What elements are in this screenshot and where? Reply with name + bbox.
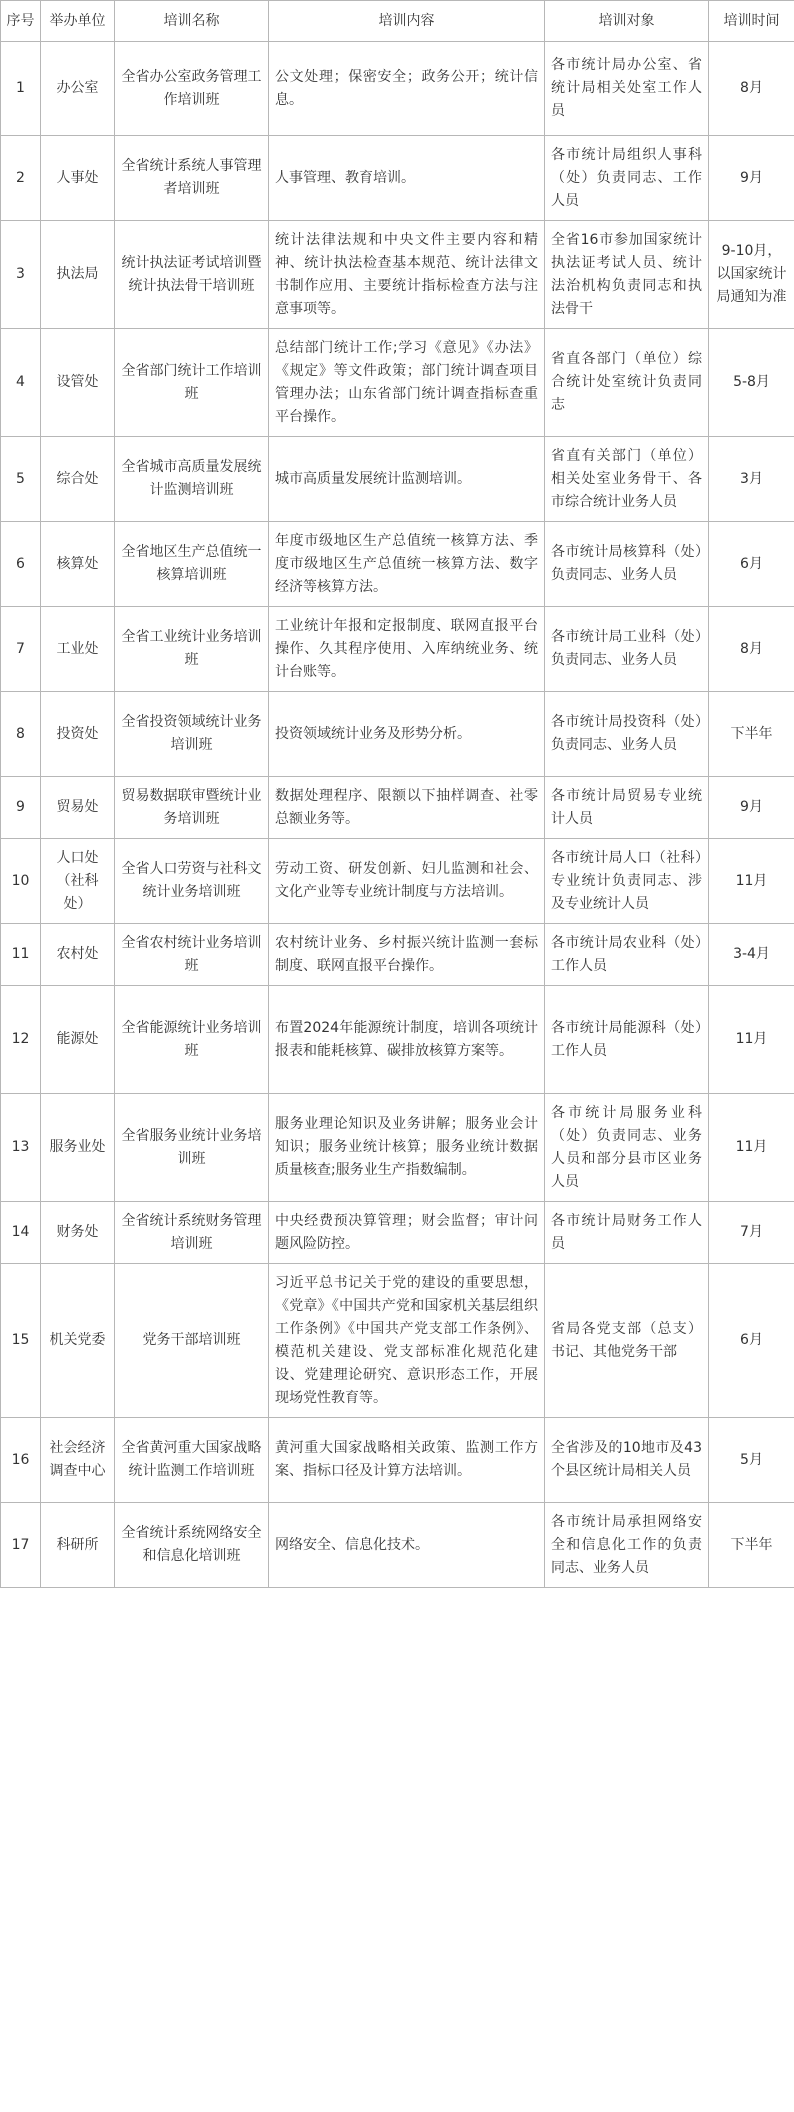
cell-unit: 农村处: [41, 924, 115, 986]
cell-name: 全省统计系统人事管理者培训班: [115, 136, 269, 221]
cell-unit: 办公室: [41, 42, 115, 136]
cell-unit: 机关党委: [41, 1264, 115, 1418]
table-row: [1, 777, 794, 839]
table-row: [1, 136, 794, 221]
cell-content: 工业统计年报和定报制度、联网直报平台操作、久其程序使用、入库纳统业务、统计台账等。: [269, 607, 545, 692]
cell-target: 省直有关部门（单位）相关处室业务骨干、各市综合统计业务人员: [545, 437, 709, 522]
cell-target: 各市统计局能源科（处）工作人员: [545, 986, 709, 1094]
cell-content: 服务业理论知识及业务讲解；服务业会计知识；服务业统计核算；服务业统计数据质量核查;服务业生产指数编制。: [269, 1094, 545, 1202]
cell-content: 农村统计业务、乡村振兴统计监测一套标制度、联网直报平台操作。: [269, 924, 545, 986]
cell-target: 各市统计局贸易专业统计人员: [545, 777, 709, 839]
cell-unit: 人事处: [41, 136, 115, 221]
table-row: [1, 924, 794, 986]
table-body: [1, 42, 794, 1588]
cell-no: 17: [1, 1503, 41, 1588]
cell-unit: 设管处: [41, 329, 115, 437]
cell-time: 下半年: [709, 1503, 794, 1588]
cell-target: 省局各党支部（总支）书记、其他党务干部: [545, 1264, 709, 1418]
header-row: [1, 1, 794, 42]
cell-unit: 科研所: [41, 1503, 115, 1588]
cell-time: 下半年: [709, 692, 794, 777]
cell-time: 11月: [709, 1094, 794, 1202]
cell-time: 6月: [709, 522, 794, 607]
cell-time: 3-4月: [709, 924, 794, 986]
cell-target: 各市统计局工业科（处）负责同志、业务人员: [545, 607, 709, 692]
cell-no: 8: [1, 692, 41, 777]
table-row: [1, 692, 794, 777]
cell-unit: 工业处: [41, 607, 115, 692]
cell-no: 7: [1, 607, 41, 692]
cell-time: 11月: [709, 986, 794, 1094]
cell-content: 网络安全、信息化技术。: [269, 1503, 545, 1588]
cell-name: 全省人口劳资与社科文统计业务培训班: [115, 839, 269, 924]
cell-name: 全省统计系统网络安全和信息化培训班: [115, 1503, 269, 1588]
header-content: 培训内容: [269, 1, 545, 42]
header-no: 序号: [1, 1, 41, 42]
cell-time: 6月: [709, 1264, 794, 1418]
cell-target: 各市统计局财务工作人员: [545, 1202, 709, 1264]
cell-content: 布置2024年能源统计制度，培训各项统计报表和能耗核算、碳排放核算方案等。: [269, 986, 545, 1094]
cell-content: 数据处理程序、限额以下抽样调查、社零总额业务等。: [269, 777, 545, 839]
cell-unit: 贸易处: [41, 777, 115, 839]
table-row: [1, 607, 794, 692]
cell-unit: 能源处: [41, 986, 115, 1094]
cell-name: 全省统计系统财务管理培训班: [115, 1202, 269, 1264]
cell-name: 全省办公室政务管理工作培训班: [115, 42, 269, 136]
cell-target: 省直各部门（单位）综合统计处室统计负责同志: [545, 329, 709, 437]
cell-time: 9月: [709, 777, 794, 839]
cell-target: 全省16市参加国家统计执法证考试人员、统计法治机构负责同志和执法骨干: [545, 221, 709, 329]
cell-target: 各市统计局服务业科（处）负责同志、业务人员和部分县市区业务人员: [545, 1094, 709, 1202]
cell-content: 年度市级地区生产总值统一核算方法、季度市级地区生产总值统一核算方法、数字经济等核算方法。: [269, 522, 545, 607]
cell-time: 8月: [709, 607, 794, 692]
table-row: [1, 221, 794, 329]
cell-no: 14: [1, 1202, 41, 1264]
cell-unit: 投资处: [41, 692, 115, 777]
cell-name: 全省农村统计业务培训班: [115, 924, 269, 986]
cell-no: 4: [1, 329, 41, 437]
cell-name: 全省黄河重大国家战略统计监测工作培训班: [115, 1418, 269, 1503]
cell-unit: 综合处: [41, 437, 115, 522]
cell-target: 各市统计局承担网络安全和信息化工作的负责同志、业务人员: [545, 1503, 709, 1588]
cell-time: 9-10月，以国家统计局通知为准: [709, 221, 794, 329]
cell-no: 5: [1, 437, 41, 522]
cell-name: 全省地区生产总值统一核算培训班: [115, 522, 269, 607]
cell-unit: 服务业处: [41, 1094, 115, 1202]
cell-name: 全省服务业统计业务培训班: [115, 1094, 269, 1202]
cell-time: 3月: [709, 437, 794, 522]
cell-content: 统计法律法规和中央文件主要内容和精神、统计执法检查基本规范、统计法律文书制作应用、主要统计指标检查方法与注意事项等。: [269, 221, 545, 329]
cell-content: 城市高质量发展统计监测培训。: [269, 437, 545, 522]
header-unit: 举办单位: [41, 1, 115, 42]
table-row: [1, 986, 794, 1094]
cell-unit: 社会经济调查中心: [41, 1418, 115, 1503]
cell-content: 习近平总书记关于党的建设的重要思想，《党章》《中国共产党和国家机关基层组织工作条例》《中国共产党支部工作条例》、模范机关建设、党支部标准化规范化建设、党建理论研究、意识形态工作，开展现场党性教育等。: [269, 1264, 545, 1418]
cell-time: 8月: [709, 42, 794, 136]
cell-no: 6: [1, 522, 41, 607]
cell-no: 9: [1, 777, 41, 839]
cell-target: 各市统计局办公室、省统计局相关处室工作人员: [545, 42, 709, 136]
cell-target: 各市统计局农业科（处）工作人员: [545, 924, 709, 986]
cell-name: 党务干部培训班: [115, 1264, 269, 1418]
table-row: [1, 839, 794, 924]
cell-name: 全省工业统计业务培训班: [115, 607, 269, 692]
cell-time: 9月: [709, 136, 794, 221]
cell-time: 5月: [709, 1418, 794, 1503]
table-row: [1, 1418, 794, 1503]
cell-unit: 人口处（社科处）: [41, 839, 115, 924]
header-name: 培训名称: [115, 1, 269, 42]
cell-target: 各市统计局投资科（处）负责同志、业务人员: [545, 692, 709, 777]
cell-unit: 核算处: [41, 522, 115, 607]
cell-no: 13: [1, 1094, 41, 1202]
cell-no: 15: [1, 1264, 41, 1418]
table-row: [1, 1202, 794, 1264]
cell-name: 贸易数据联审暨统计业务培训班: [115, 777, 269, 839]
cell-target: 各市统计局组织人事科（处）负责同志、工作人员: [545, 136, 709, 221]
cell-name: 统计执法证考试培训暨统计执法骨干培训班: [115, 221, 269, 329]
cell-target: 各市统计局核算科（处）负责同志、业务人员: [545, 522, 709, 607]
cell-content: 中央经费预决算管理；财会监督；审计问题风险防控。: [269, 1202, 545, 1264]
table-row: [1, 1264, 794, 1418]
cell-no: 12: [1, 986, 41, 1094]
cell-no: 3: [1, 221, 41, 329]
header-target: 培训对象: [545, 1, 709, 42]
cell-content: 人事管理、教育培训。: [269, 136, 545, 221]
cell-unit: 执法局: [41, 221, 115, 329]
cell-no: 11: [1, 924, 41, 986]
table-row: [1, 1094, 794, 1202]
cell-content: 总结部门统计工作;学习《意见》《办法》《规定》等文件政策；部门统计调查项目管理办法；山东省部门统计调查指标查重平台操作。: [269, 329, 545, 437]
cell-time: 11月: [709, 839, 794, 924]
table-row: [1, 42, 794, 136]
cell-unit: 财务处: [41, 1202, 115, 1264]
header-time: 培训时间: [709, 1, 794, 42]
cell-content: 劳动工资、研发创新、妇儿监测和社会、文化产业等专业统计制度与方法培训。: [269, 839, 545, 924]
table-row: [1, 1503, 794, 1588]
cell-target: 各市统计局人口（社科）专业统计负责同志、涉及专业统计人员: [545, 839, 709, 924]
cell-content: 投资领域统计业务及形势分析。: [269, 692, 545, 777]
cell-no: 2: [1, 136, 41, 221]
cell-time: 5-8月: [709, 329, 794, 437]
cell-target: 全省涉及的10地市及43个县区统计局相关人员: [545, 1418, 709, 1503]
cell-name: 全省城市高质量发展统计监测培训班: [115, 437, 269, 522]
cell-name: 全省投资领域统计业务培训班: [115, 692, 269, 777]
cell-no: 16: [1, 1418, 41, 1503]
table-header: [1, 1, 794, 42]
cell-name: 全省能源统计业务培训班: [115, 986, 269, 1094]
cell-no: 1: [1, 42, 41, 136]
cell-time: 7月: [709, 1202, 794, 1264]
cell-content: 公文处理；保密安全；政务公开；统计信息。: [269, 42, 545, 136]
table-row: [1, 522, 794, 607]
table-row: [1, 329, 794, 437]
table-row: [1, 437, 794, 522]
cell-name: 全省部门统计工作培训班: [115, 329, 269, 437]
cell-content: 黄河重大国家战略相关政策、监测工作方案、指标口径及计算方法培训。: [269, 1418, 545, 1503]
cell-no: 10: [1, 839, 41, 924]
